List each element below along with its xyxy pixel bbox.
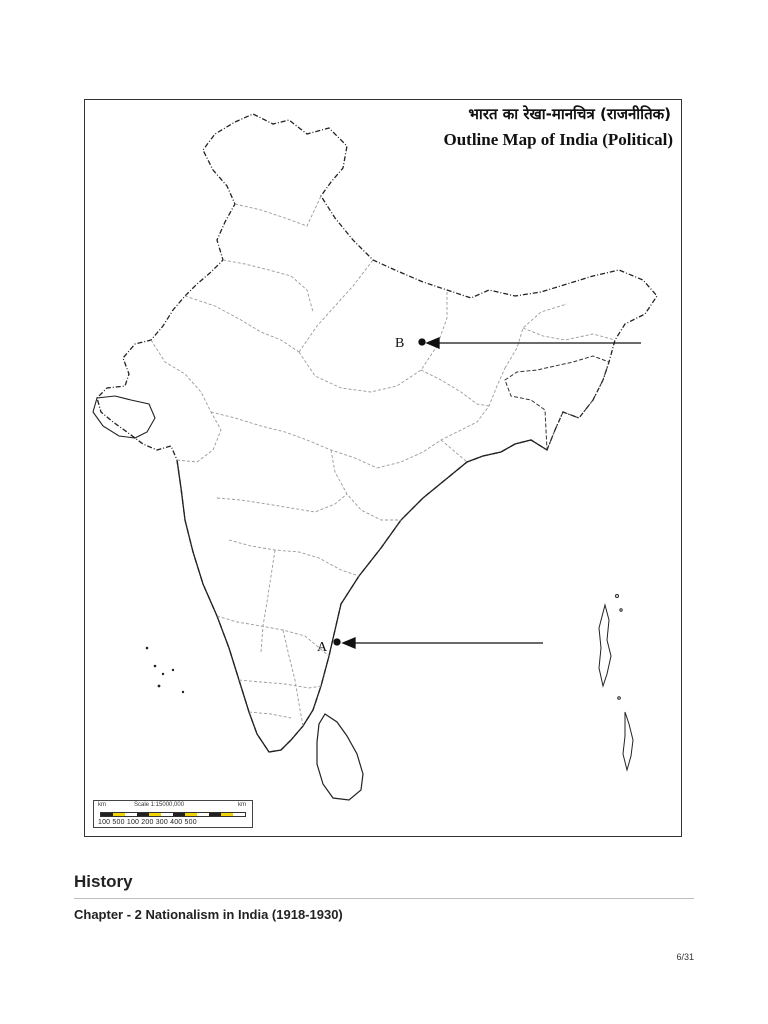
gujarat-coast [93, 396, 155, 438]
marker-a-arrow [334, 638, 543, 648]
scale-caption: Scale 1:15000,000 [134, 802, 185, 808]
india-outline-map [85, 100, 683, 838]
andaman-nicobar-islands [599, 595, 633, 771]
scale-unit-left: km [98, 802, 106, 808]
state-boundaries [151, 196, 615, 726]
sri-lanka-outline [317, 714, 363, 800]
section-heading: History [74, 872, 133, 891]
india-boundary [97, 114, 657, 752]
map-title-english: Outline Map of India (Political) [443, 130, 673, 149]
lakshadweep-islands [146, 647, 185, 694]
map-title-hindi: भारत का रेखा-मानचित्र (राजनीतिक) [468, 105, 671, 123]
chapter-title: Chapter - 2 Nationalism in India (1918-1930) [74, 907, 343, 922]
scale-unit-right: km [238, 802, 246, 808]
marker-label-b: B [395, 336, 405, 351]
map-frame [84, 99, 682, 837]
coastline [177, 440, 547, 752]
scale-ticks: 100 500 100 200 300 400 500 [98, 819, 197, 826]
page-number: 6/31 [676, 952, 694, 962]
marker-b-arrow [419, 338, 641, 348]
northeast-region [505, 356, 609, 450]
scale-bar [93, 800, 253, 828]
marker-label-a: A [317, 640, 328, 655]
section-divider [74, 898, 694, 899]
scale-stripe [100, 812, 246, 817]
